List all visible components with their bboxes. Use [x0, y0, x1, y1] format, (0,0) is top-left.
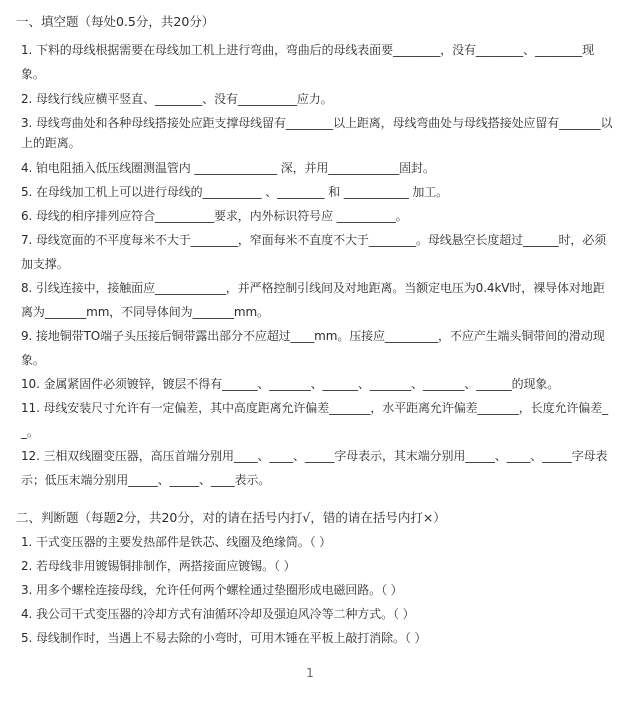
question-9-line-2: 象。 — [21, 353, 45, 367]
question-1-line-2: 象。 — [21, 67, 45, 81]
question-11-line-2: _。 — [21, 425, 39, 439]
question-5: 5. 在母线加工机上可以进行母线的__________ 、________ 和 ___________ 加工。 — [21, 185, 449, 199]
question-2: 2. 母线行线应横平竖直、________、没有__________应力。 — [21, 92, 333, 106]
question-10: 10. 金属紧固件必须镀锌，镀层不得有______、_______、______、_______、_______、______的现象。 — [21, 377, 560, 391]
question-12-line-1: 12. 三相双线圈变压器，高压首端分别用____、____、_____字母表示，其末端分别用_____、____、_____字母表 — [21, 449, 608, 463]
question-4: 4. 铂电阻插入低压线圈测温管内 ______________ 深，并用____________固封。 — [21, 161, 435, 175]
question-6: 6. 母线的相序排列应符合__________要求，内外标识符号应 __________。 — [21, 209, 408, 223]
question-3-line-2: 上的距离。 — [21, 136, 81, 150]
question-9-line-1: 9. 接地铜带TO端子头压接后铜带露出部分不应超过____mm。压接应_________，不应产生端头铜带间的滑动现 — [21, 329, 605, 343]
section1-title: 一、填空题（每处0.5分，共20分） — [16, 14, 215, 29]
question-7-line-2: 加支撑。 — [21, 257, 69, 271]
question-11-line-1: 11. 母线安装尺寸允许有一定偏差，其中高度距离允许偏差_______，水平距离允许偏差_______，长度允许偏差_ — [21, 401, 609, 415]
judgement-2: 2. 若母线非用镀锡铜排制作，两搭接面应镀锡。（ ） — [21, 559, 296, 573]
question-3-line-1: 3. 母线弯曲处和各种母线搭接处应距支撑母线留有________以上距离，母线弯曲处与母线搭接处应留有_______以 — [21, 116, 613, 130]
question-8-line-2: 离为_______mm，不同导体间为_______mm。 — [21, 305, 269, 319]
judgement-4: 4. 我公司干式变压器的冷却方式有油循环冷却及强迫风冷等二种方式。（ ） — [21, 607, 415, 621]
judgement-5: 5. 母线制作时，当遇上不易去除的小弯时，可用木锤在平板上敲打消除。（ ） — [21, 631, 427, 645]
page-number: 1 — [306, 666, 314, 680]
question-12-line-2: 示；低压末端分别用_____、_____、____表示。 — [21, 473, 271, 487]
section2-title: 二、判断题（每题2分，共20分，对的请在括号内打√，错的请在括号内打×） — [16, 510, 446, 525]
question-1-line-1: 1. 下料的母线根据需要在母线加工机上进行弯曲，弯曲后的母线表面要________，没有________、________现 — [21, 43, 595, 57]
question-8-line-1: 8. 引线连接中，接触面应____________，并严格控制引线间及对地距离。当额定电压为0.4kV时，裸导体对地距 — [21, 281, 605, 295]
judgement-3: 3. 用多个螺栓连接母线，允许任何两个螺栓通过垫圈形成电磁回路。（ ） — [21, 583, 403, 597]
judgement-1: 1. 干式变压器的主要发热部件是铁芯、线圈及绝缘筒。（ ） — [21, 535, 332, 549]
question-7-line-1: 7. 母线宽面的不平度每米不大于________，窄面每米不直度不大于________。母线悬空长度超过______时，必须 — [21, 233, 607, 247]
